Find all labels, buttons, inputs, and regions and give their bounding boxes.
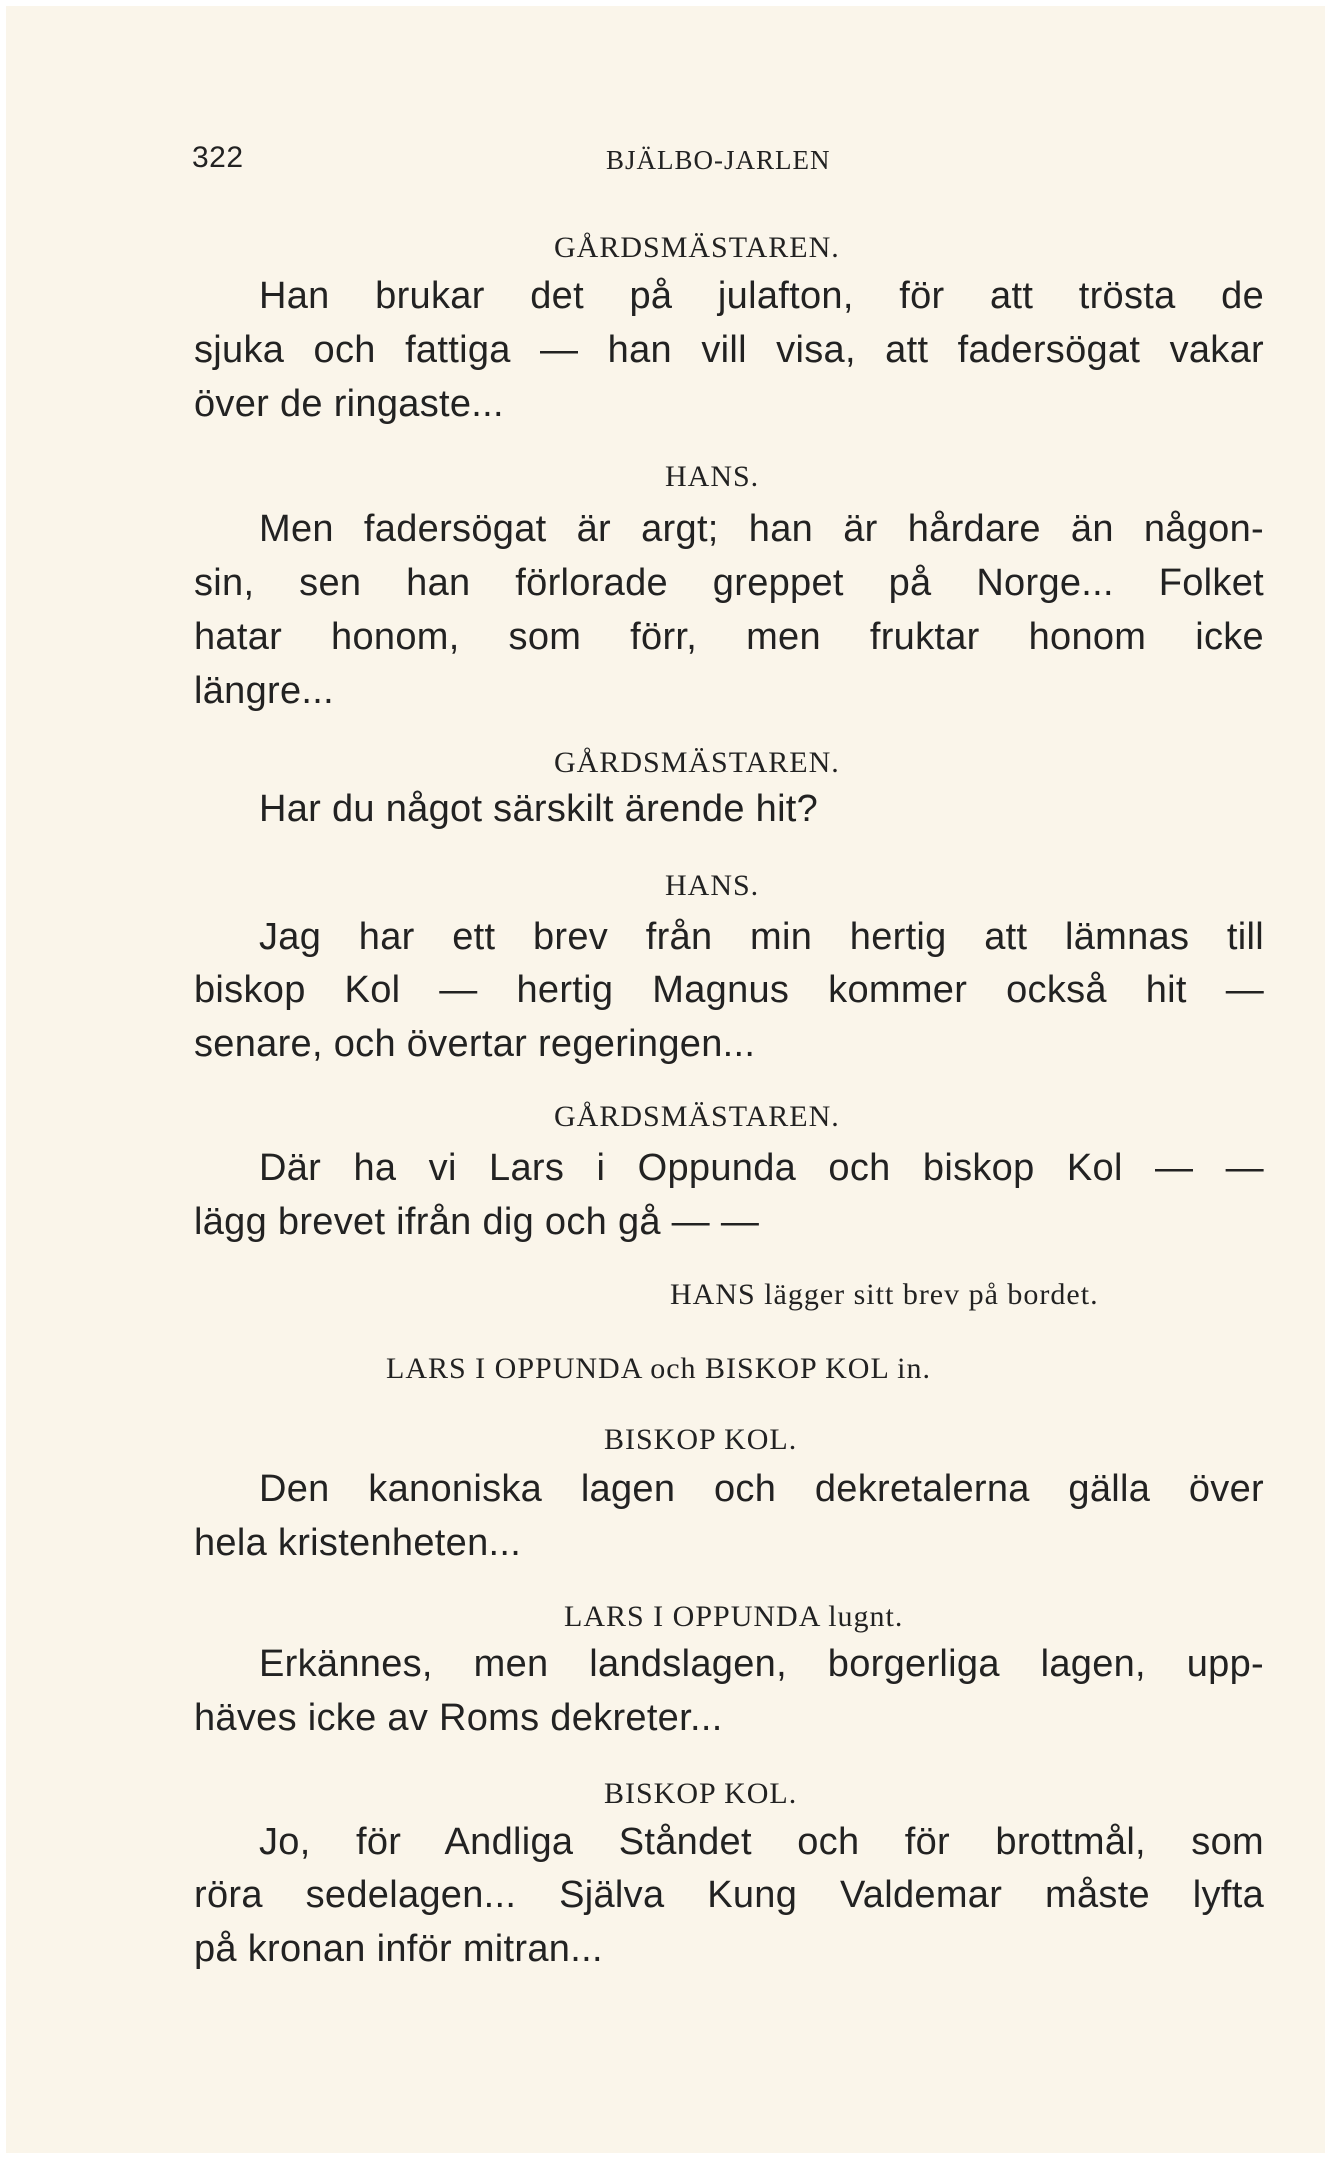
- dialogue-line: senare, och övertar regeringen...: [194, 1023, 756, 1065]
- book-page: [6, 6, 1325, 2153]
- dialogue-line: Men fadersögat är argt; han är hårdare än någon-: [259, 508, 1264, 550]
- dialogue-line: hatar honom, som förr, men fruktar honom icke: [194, 616, 1264, 658]
- dialogue-line: sin, sen han förlorade greppet på Norge... Folket: [194, 562, 1264, 604]
- stage-direction: LARS I OPPUNDA och BISKOP KOL in.: [386, 1352, 931, 1385]
- dialogue-line: röra sedelagen... Själva Kung Valdemar måste lyfta: [194, 1874, 1264, 1916]
- dialogue-line: på kronan inför mitran...: [194, 1928, 603, 1970]
- dialogue-line: Han brukar det på julafton, för att trösta de: [259, 275, 1264, 317]
- speaker-gardsmastaren-2: GÅRDSMÄSTAREN.: [554, 746, 840, 779]
- dialogue-line: sjuka och fattiga — han vill visa, att fadersögat vakar: [194, 329, 1264, 371]
- running-title: BJÄLBO-JARLEN: [606, 145, 831, 175]
- dialogue-line: Har du något särskilt ärende hit?: [259, 788, 819, 830]
- dialogue-line: häves icke av Roms dekreter...: [194, 1697, 723, 1739]
- dialogue-line: lägg brevet ifrån dig och gå — —: [194, 1201, 760, 1243]
- dialogue-line: Där ha vi Lars i Oppunda och biskop Kol — —: [259, 1147, 1264, 1189]
- speaker-gardsmastaren-3: GÅRDSMÄSTAREN.: [554, 1100, 840, 1133]
- speaker-gardsmastaren-1: GÅRDSMÄSTAREN.: [554, 231, 840, 264]
- speaker-biskop-kol-2: BISKOP KOL.: [604, 1777, 798, 1810]
- dialogue-line: Jo, för Andliga Ståndet och för brottmål, som: [259, 1821, 1264, 1863]
- page-number: 322: [192, 141, 244, 174]
- dialogue-line: hela kristenheten...: [194, 1522, 522, 1564]
- dialogue-line: Jag har ett brev från min hertig att lämnas till: [259, 916, 1264, 958]
- dialogue-line: längre...: [194, 670, 335, 712]
- dialogue-line: biskop Kol — hertig Magnus kommer också hit —: [194, 969, 1264, 1011]
- speaker-biskop-kol-1: BISKOP KOL.: [604, 1423, 798, 1456]
- dialogue-line: över de ringaste...: [194, 383, 504, 425]
- dialogue-line: Erkännes, men landslagen, borgerliga lagen, upp-: [259, 1643, 1264, 1685]
- stage-direction: HANS lägger sitt brev på bordet.: [670, 1278, 1099, 1311]
- dialogue-line: Den kanoniska lagen och dekretalerna gälla över: [259, 1468, 1264, 1510]
- speaker-hans-2: HANS.: [665, 869, 760, 902]
- stage-direction: LARS I OPPUNDA lugnt.: [564, 1600, 904, 1633]
- speaker-hans-1: HANS.: [665, 460, 760, 493]
